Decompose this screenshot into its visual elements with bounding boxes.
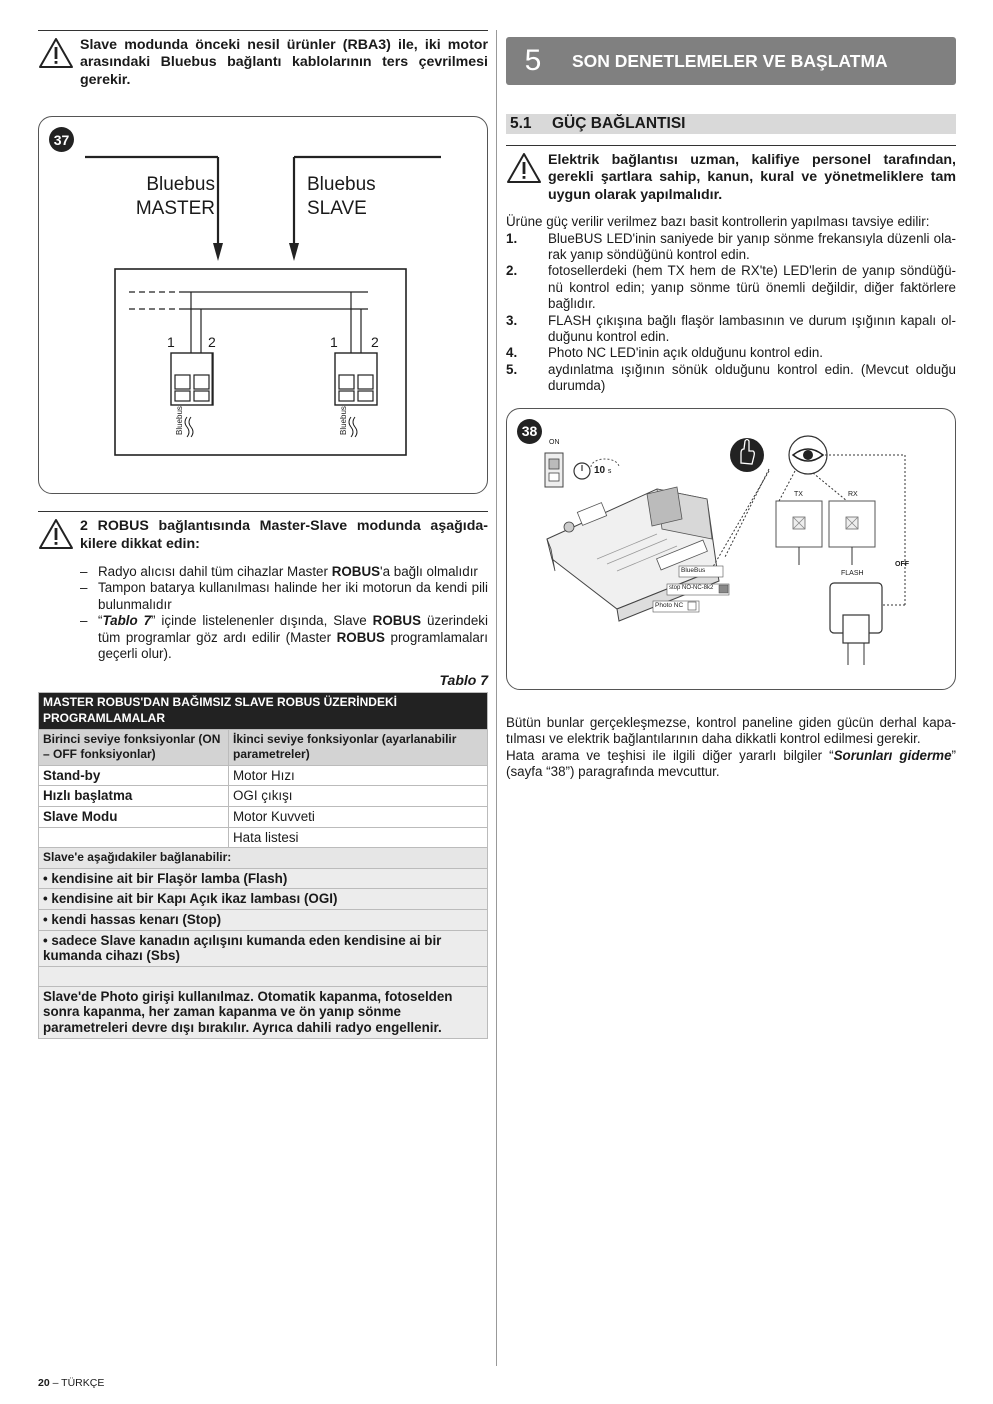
photo-led-label: Photo NC [655, 601, 684, 609]
column-divider [496, 30, 497, 1366]
column-header-second-level: İkinci seviye fonksiyonlar (ayarlanabilir parametreler) [229, 729, 488, 765]
bluebus-led-label: BlueBus [681, 566, 706, 574]
table-row: • kendisine ait bir Kapı Açık ikaz lambası (OGI) [39, 889, 488, 910]
left-column [38, 30, 488, 1039]
list-item: 5. aydınlatma ışığının sönük olduğunu kontrol edin. (Mevcut olduğu durumda) [506, 361, 956, 394]
warning-icon [38, 37, 74, 69]
page-language: – TÜRKÇE [49, 1377, 105, 1389]
figure-37-diagram [39, 117, 489, 495]
connect-header: Slave'e aşağıdakiler bağlanabilir: [39, 848, 488, 869]
label-slave-line2: SLAVE [307, 198, 367, 220]
flash-label: FLASH [841, 569, 864, 577]
subsection-header [506, 114, 956, 134]
table-7 [38, 692, 488, 1038]
timer-unit: s [607, 467, 612, 475]
column-header-first-level: Birinci seviye fonksiyonlar (ON – OFF fonksiyonlar) [39, 729, 229, 765]
section-title: SON DENETLEMELER VE BAŞLATMA [572, 50, 888, 71]
subsection-title: GÜÇ BAĞLANTISI [552, 115, 686, 132]
warning-electrical-text: Elektrik bağlantısı uzman, kalifiye personel tarafından, gerekli şartlara sahip, kanun, kural ve yönetmeliklere tam uygun olarak yapılmalıdır. [548, 152, 956, 203]
subsection-number: 5.1 [510, 115, 532, 132]
table-row: Hızlı başlatma OGI çıkışı [39, 786, 488, 807]
warning-master-slave-text: 2 ROBUS bağlantısında Master-Slave modunda aşağıda-kilere dikkat edin: [80, 518, 488, 552]
timer-value: 10 [594, 464, 606, 476]
table-row-empty [39, 966, 488, 986]
pin-label-master-1: 1 [167, 334, 175, 351]
page-number: 20 [38, 1377, 50, 1389]
warning-icon [506, 152, 542, 184]
label-bluebus-slave [307, 173, 376, 221]
figure-38-diagram [507, 409, 957, 691]
off-label: OFF [895, 560, 909, 568]
stop-led-label: stop NO-NC-8k2 [669, 584, 714, 591]
closing-paragraph: Bütün bunlar gerçekleşmezse, kontrol paneline giden gücün derhal kapa-tılması ve elektrik bağlantılarının daha dikkatli kontrol edilmesi gerekir. [506, 714, 956, 747]
tx-label: TX [794, 490, 803, 498]
rx-label: RX [848, 490, 858, 498]
terminal-label-slave: Bluebus [339, 406, 348, 436]
label-slave-line1: Bluebus [307, 174, 376, 196]
label-bluebus-master [119, 173, 215, 221]
list-item: 1. BlueBUS LED'inin saniyede bir yanıp sönme frekansıyla düzenli ola-rak yanıp söndüğünü kontrol edin. [506, 230, 956, 263]
warning-rba3-text: Slave modunda önceki nesil ürünler (RBA3) ile, iki motor arasındaki Bluebus bağlantı kablolarının ters çevrilmesi gerekir. [80, 37, 488, 88]
table-row: Hata listesi [39, 827, 488, 848]
table-row: Stand-by Motor Hızı [39, 765, 488, 786]
master-slave-notes [80, 564, 488, 662]
page-footer [38, 1377, 104, 1389]
list-item: 3. FLASH çıkışına bağlı flaşör lambasının ve durum ışığının kapalı ol-duğunu kontrol edin. [506, 312, 956, 345]
warning-electrical [506, 145, 956, 204]
terminal-label-master: Bluebus [175, 406, 184, 436]
list-item: – Radyo alıcısı dahil tüm cihazlar Master ROBUS'a bağlı olmalıdır [80, 564, 488, 580]
figure-37 [38, 116, 488, 494]
timer-label [594, 465, 611, 476]
table-row: • kendisine ait bir Flaşör lamba (Flash) [39, 868, 488, 889]
table-row: Slave'de Photo girişi kullanılmaz. Otomatik kapanma, fotoselden sonra kapanma, her zaman kapanma ve ön yanıp sönme parametreleri devre dışı bırakılır. Ayrıca dahili radyo engellenir. [39, 986, 488, 1038]
figure-37-number: 37 [49, 127, 74, 152]
warning-master-slave [38, 511, 488, 553]
list-item: 2. fotosellerdeki (hem TX hem de RX'te) LED'lerin de yanıp söndüğü-nü kontrol edin; yanıp sönme türü önemli değildir, diğer faktörlere bağlıdır. [506, 263, 956, 312]
table-row: • kendi hassas kenarı (Stop) [39, 910, 488, 931]
pin-label-master-2: 2 [208, 334, 216, 351]
section-header [506, 37, 956, 85]
list-item: 4. Photo NC LED'inin açık olduğunu kontrol edin. [506, 345, 823, 361]
label-master-line1: Bluebus [146, 174, 215, 196]
warning-icon [38, 518, 74, 550]
checks-intro: Ürüne güç verilir verilmez bazı basit kontrollerin yapılması tavsiye edilir: [506, 214, 930, 230]
table-header: MASTER ROBUS'DAN BAĞIMSIZ SLAVE ROBUS ÜZERİNDEKİ PROGRAMLAMALAR [39, 693, 488, 729]
warning-rba3 [38, 30, 488, 89]
figure-38 [506, 408, 956, 690]
table-row: Slave Modu Motor Kuvveti [39, 807, 488, 828]
table-caption: Tablo 7 [439, 672, 488, 689]
list-item: – “Tablo 7” içinde listelenenler dışında, Slave ROBUS üzerindeki tüm programlar göz ardı edilir (Master ROBUS programlamaları geçerli olur). [80, 613, 488, 662]
on-label: ON [549, 438, 560, 446]
closing-paragraph-2: Hata arama ve teşhisi ile ilgili diğer yararlı bilgiler “Sorunları giderme” (sayfa “38”) paragrafında mevcuttur. [506, 747, 956, 779]
label-master-line2: MASTER [135, 198, 215, 220]
section-number: 5 [524, 44, 542, 77]
checks-list [506, 231, 956, 395]
pin-label-slave-1: 1 [330, 334, 338, 351]
table-row: • sadece Slave kanadın açılışını kumanda eden kendisine ai bir kumanda cihazı (Sbs) [39, 930, 488, 966]
right-column [506, 30, 956, 780]
list-item: – Tampon batarya kullanılması halinde her iki motorun da kendi pili bulunmalıdır [80, 580, 488, 613]
figure-38-number: 38 [517, 419, 542, 444]
pin-label-slave-2: 2 [371, 334, 379, 351]
